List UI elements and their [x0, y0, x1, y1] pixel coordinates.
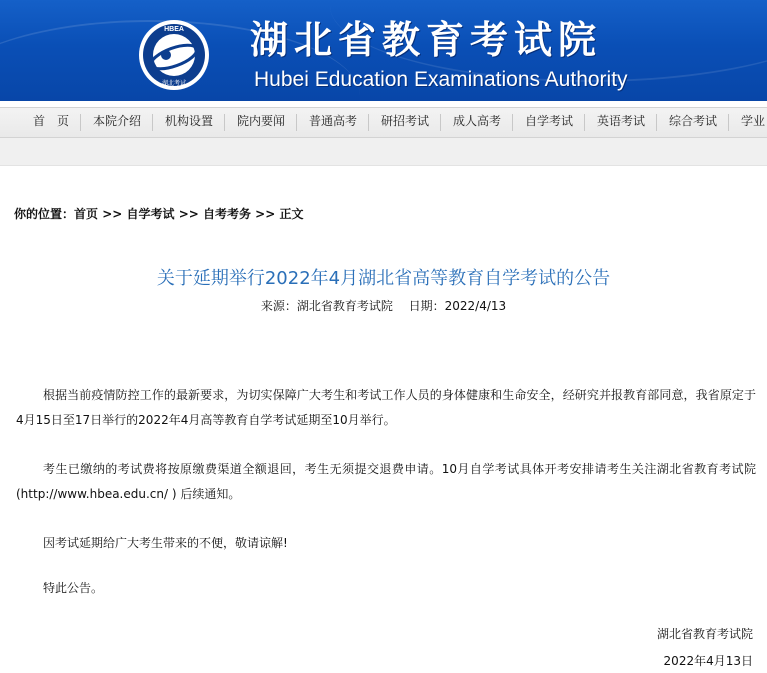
nav-divider: [80, 114, 81, 131]
nav-divider: [728, 114, 729, 131]
nav-divider: [512, 114, 513, 131]
nav-item-organization[interactable]: 机构设置: [165, 114, 214, 128]
site-header: [0, 0, 767, 101]
sub-nav-band: [0, 138, 767, 166]
article-paragraph: 特此公告。: [43, 581, 104, 595]
nav-item-gaokao[interactable]: 普通高考: [309, 114, 358, 128]
svg-text:HBEA: HBEA: [164, 26, 184, 33]
nav-item-english-exam[interactable]: 英语考试: [597, 114, 646, 128]
nav-divider: [368, 114, 369, 131]
nav-divider: [152, 114, 153, 131]
breadcrumb-link-home[interactable]: 首页: [74, 207, 99, 221]
hbea-logo-icon[interactable]: [138, 19, 210, 91]
breadcrumb-link-exam-affairs[interactable]: 自考考务: [202, 207, 251, 221]
nav-item-self-study-exam[interactable]: 自学考试: [525, 114, 574, 128]
nav-item-adult-exam[interactable]: 成人高考: [453, 114, 502, 128]
breadcrumb: [14, 205, 303, 223]
nav-divider: [584, 114, 585, 131]
breadcrumb-prefix: 你的位置：: [14, 207, 75, 221]
breadcrumb-separator: >>: [98, 207, 127, 221]
svg-text:湖北考试: 湖北考试: [161, 80, 187, 87]
nav-divider: [224, 114, 225, 131]
nav-item-comprehensive-exam[interactable]: 综合考试: [669, 114, 718, 128]
nav-item-academic[interactable]: 学业: [741, 114, 766, 128]
nav-item-news[interactable]: 院内要闻: [237, 114, 286, 128]
article-title: 关于延期举行2022年4月湖北省高等教育自学考试的公告: [156, 268, 611, 289]
main-navigation: [0, 107, 767, 138]
site-title-english: Hubei Education Examinations Authority: [254, 68, 628, 91]
nav-item-about[interactable]: 本院介绍: [93, 114, 142, 128]
nav-divider: [440, 114, 441, 131]
article-date: 2022年4月13日: [663, 654, 753, 668]
breadcrumb-link-self-study[interactable]: 自学考试: [126, 207, 175, 221]
breadcrumb-current: 正文: [279, 207, 304, 221]
article-signature: 湖北省教育考试院: [656, 627, 753, 641]
nav-item-graduate-exam[interactable]: 研招考试: [381, 114, 430, 128]
nav-divider: [296, 114, 297, 131]
article-meta: 来源：湖北省教育考试院 日期：2022/4/13: [260, 299, 507, 313]
nav-item-home[interactable]: 首 页: [33, 114, 70, 128]
nav-divider: [656, 114, 657, 131]
breadcrumb-separator: >>: [174, 207, 203, 221]
site-title-chinese: 湖北省教育考试院: [250, 17, 603, 62]
article-paragraph: 考生已缴纳的考试费将按原缴费渠道全额退回，考生无须提交退费申请。10月自学考试具体开考安排请考生关注湖北省教育考试院(http://www.hbea.edu.cn/ ) 后续通知。: [16, 462, 756, 501]
article-paragraph: 因考试延期给广大考生带来的不便，敬请谅解!: [43, 536, 288, 550]
article-paragraph: 根据当前疫情防控工作的最新要求，为切实保障广大考生和考试工作人员的身体健康和生命安全，经研究并报教育部同意，我省原定于4月15日至17日举行的2022年4月高等教育自学考试延期至10月举行。: [16, 388, 756, 427]
breadcrumb-separator: >>: [251, 207, 280, 221]
